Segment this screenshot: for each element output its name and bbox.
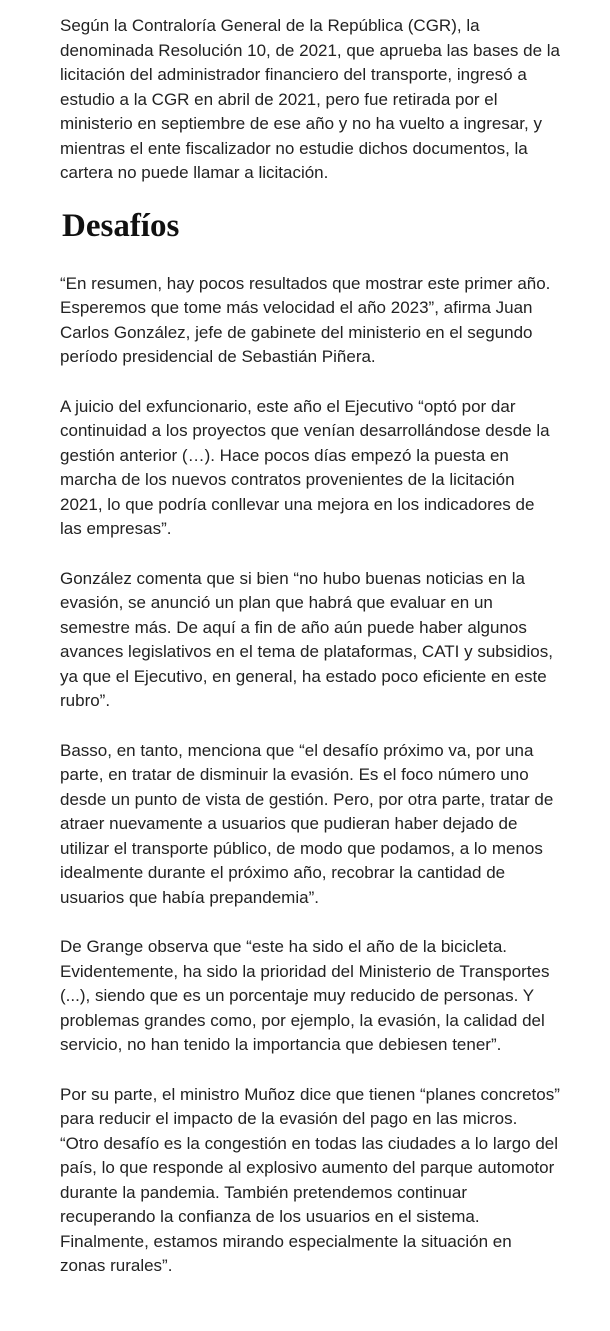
section-heading: Desafíos bbox=[62, 207, 180, 244]
paragraph-intro: Según la Contraloría General de la República (CGR), la denominada Resolución 10, de 2021, que aprueba las bases de la licitación del administrador financiero del transporte, ingresó a estudio a la CGR en abril de 2021, pero fue retirada por el ministerio en septiembre de ese año y no ha vuelto a ingresar, y mientras el ente fiscalizador no estudie dichos documentos, la cartera no puede llamar a licitación. bbox=[60, 16, 560, 182]
paragraph-gonzalez-evasion: González comenta que si bien “no hubo buenas noticias en la evasión, se anunció un plan que habrá que evaluar en un semestre más. De aquí a fin de año aún puede haber algunos avances legislativos en el tema de plataformas, CATI y subsidios, ya que el Ejecutivo, en general, ha estado poco eficiente en este rubro”. bbox=[60, 568, 553, 710]
paragraph-exfuncionario: A juicio del exfuncionario, este año el Ejecutivo “optó por dar continuidad a los proyectos que venían desarrollándose desde la gestión anterior (…). Hace pocos días empezó la puesta en marcha de los nuevos contratos provenientes de la licitación 2021, lo que podría conllevar una mejora en los indicadores de las empresas”. bbox=[60, 396, 550, 538]
paragraph-ministro-munoz: Por su parte, el ministro Muñoz dice que tienen “planes concretos” para reducir el impacto de la evasión del pago en las micros. “Otro desafío es la congestión en todas las ciudades a lo largo del país, lo que responde al explosivo aumento del parque automotor durante la pandemia. También pretendemos continuar recuperando la confianza de los usuarios en el sistema. Finalmente, estamos mirando especialmente la situación en zonas rurales”. bbox=[60, 1084, 560, 1275]
article-body bbox=[60, 14, 560, 1304]
paragraph-de-grange: De Grange observa que “este ha sido el año de la bicicleta. Evidentemente, ha sido la prioridad del Ministerio de Transportes (...), siendo que es un porcentaje muy reducido de personas. Y problemas grandes como, por ejemplo, la evasión, la calidad del servicio, no han tenido la importancia que debiesen tener”. bbox=[60, 937, 550, 1054]
paragraph-gonzalez-quote: “En resumen, hay pocos resultados que mostrar este primer año. Esperemos que tome más velocidad el año 2023”, afirma Juan Carlos González, jefe de gabinete del ministerio en el segundo período presidencial de Sebastián Piñera. bbox=[60, 273, 551, 366]
paragraph-basso: Basso, en tanto, menciona que “el desafío próximo va, por una parte, en tratar de disminuir la evasión. Es el foco número uno desde un punto de vista de gestión. Pero, por otra parte, tratar de atraer nuevamente a usuarios que pudieran haber dejado de utilizar el transporte público, de modo que podamos, a lo menos idealmente durante el próximo año, recobrar la cantidad de usuarios que había prepandemia”. bbox=[60, 740, 554, 907]
